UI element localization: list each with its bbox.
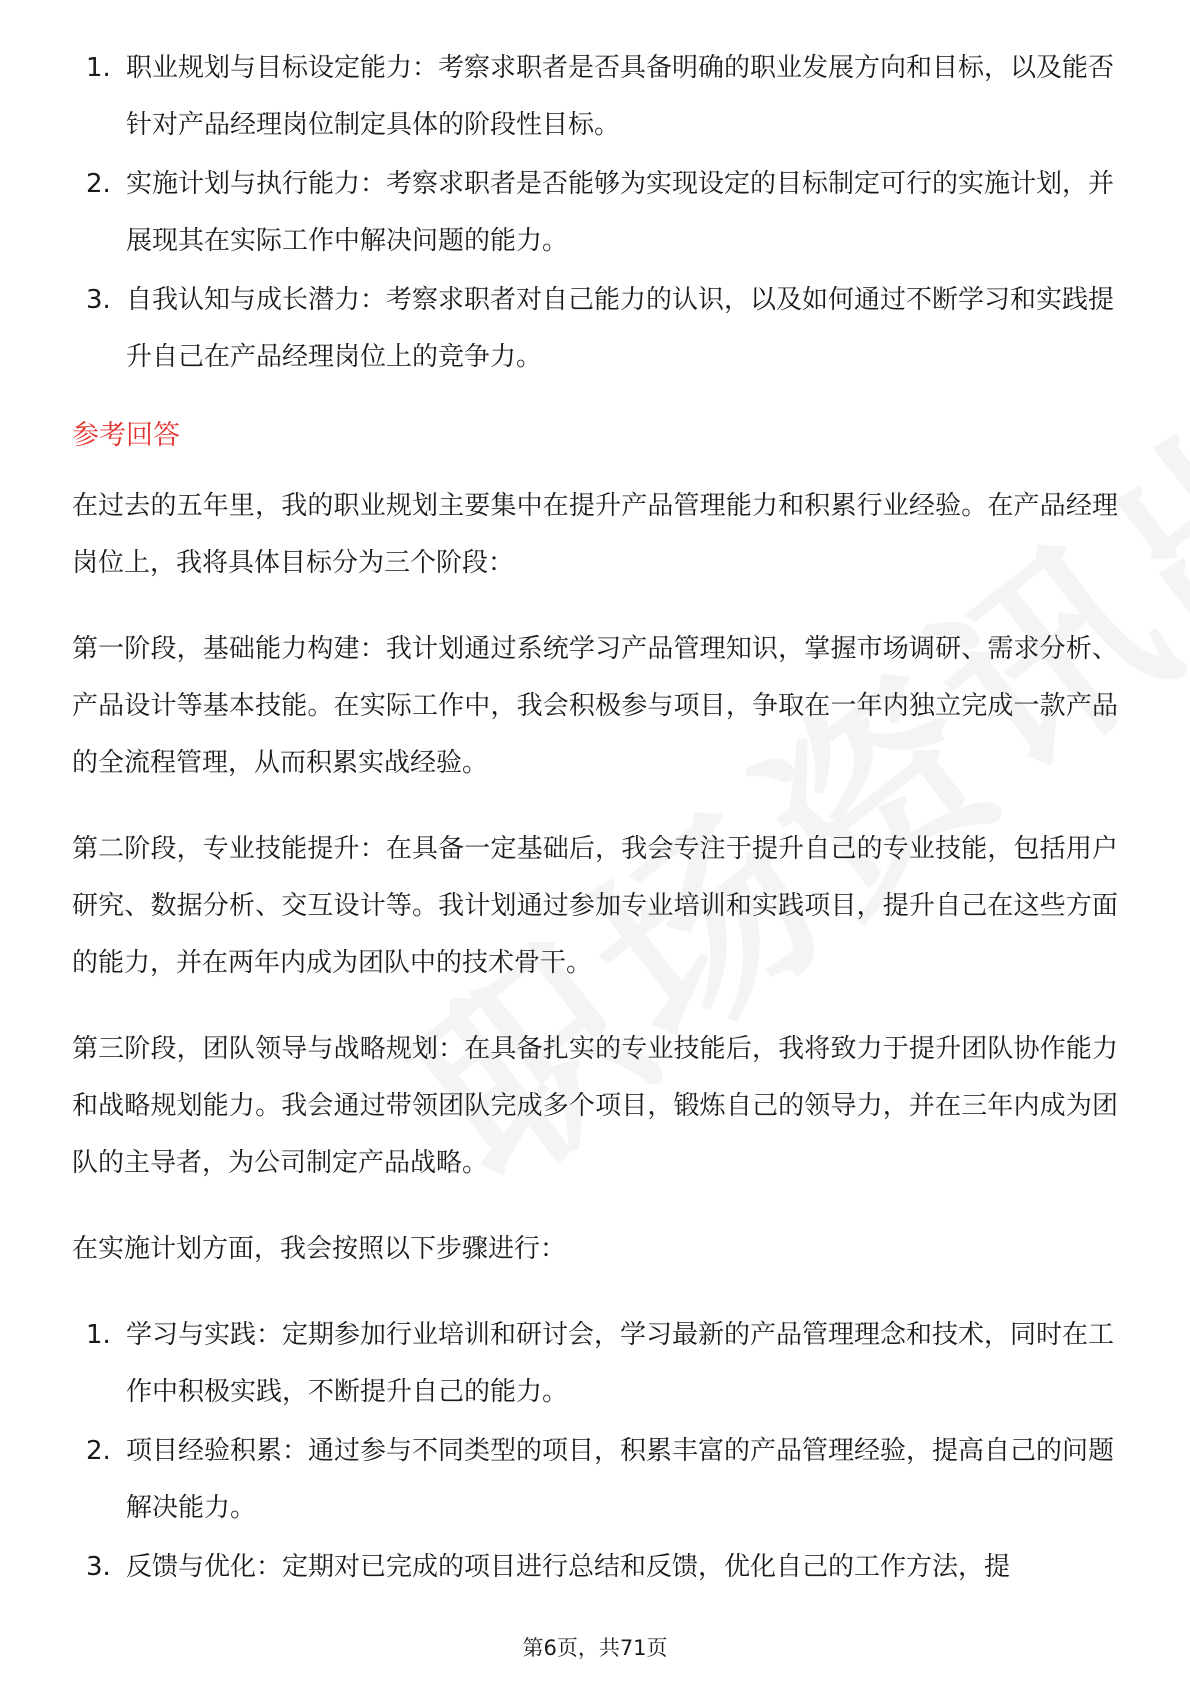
plan-intro-paragraph: 在实施计划方面，我会按照以下步骤进行： — [72, 1234, 567, 1264]
list-item-text: 实施计划与执行能力：考察求职者是否能够为实现设定的目标制定可行的实施计划，并展现其在实际工作中解决问题的能力。 — [126, 169, 1115, 256]
step-item-1 — [72, 1307, 1118, 1421]
page-footer: 第6页，共71页 — [522, 1636, 668, 1660]
list-item-text: 项目经验积累：通过参与不同类型的项目，积累丰富的产品管理经验，提高自己的问题解决能力。 — [126, 1436, 1115, 1523]
criteria-list — [72, 40, 1118, 386]
list-number: 2. — [86, 1436, 111, 1466]
list-item-text: 自我认知与成长潜力：考察求职者对自己能力的认识，以及如何通过不断学习和实践提升自己在产品经理岗位上的竞争力。 — [126, 285, 1115, 372]
list-item-text: 学习与实践：定期参加行业培训和研讨会，学习最新的产品管理理念和技术，同时在工作中积极实践，不断提升自己的能力。 — [126, 1320, 1115, 1407]
step-item-2 — [72, 1423, 1118, 1537]
intro-paragraph: 在过去的五年里，我的职业规划主要集中在提升产品管理能力和积累行业经验。在产品经理岗位上，我将具体目标分为三个阶段： — [72, 491, 1118, 578]
list-number: 2. — [86, 169, 111, 199]
criteria-item-1 — [72, 40, 1118, 154]
list-number: 1. — [86, 1320, 111, 1350]
criteria-item-3 — [72, 272, 1118, 386]
list-item-text: 反馈与优化：定期对已完成的项目进行总结和反馈，优化自己的工作方法，提 — [126, 1552, 1011, 1582]
step-item-3 — [72, 1539, 1118, 1596]
stage2-paragraph: 第二阶段，专业技能提升：在具备一定基础后，我会专注于提升自己的专业技能，包括用户研究、数据分析、交互设计等。我计划通过参加专业培训和实践项目，提升自己在这些方面的能力，并在两年内成为团队中的技术骨干。 — [72, 834, 1118, 978]
list-number: 3. — [86, 1552, 111, 1582]
steps-list — [72, 1307, 1118, 1596]
criteria-item-2 — [72, 156, 1118, 270]
stage1-paragraph: 第一阶段，基础能力构建：我计划通过系统学习产品管理知识，掌握市场调研、需求分析、产品设计等基本技能。在实际工作中，我会积极参与项目，争取在一年内独立完成一款产品的全流程管理，从而积累实战经验。 — [72, 634, 1118, 778]
page-content — [72, 40, 1118, 1598]
list-number: 1. — [86, 53, 111, 83]
list-number: 3. — [86, 285, 111, 315]
stage3-paragraph: 第三阶段，团队领导与战略规划：在具备扎实的专业技能后，我将致力于提升团队协作能力和战略规划能力。我会通过带领团队完成多个项目，锻炼自己的领导力，并在三年内成为团队的主导者，为公司制定产品战略。 — [72, 1034, 1118, 1178]
answer-heading: 参考回答 — [72, 420, 180, 451]
list-item-text: 职业规划与目标设定能力：考察求职者是否具备明确的职业发展方向和目标，以及能否针对产品经理岗位制定具体的阶段性目标。 — [126, 53, 1115, 140]
